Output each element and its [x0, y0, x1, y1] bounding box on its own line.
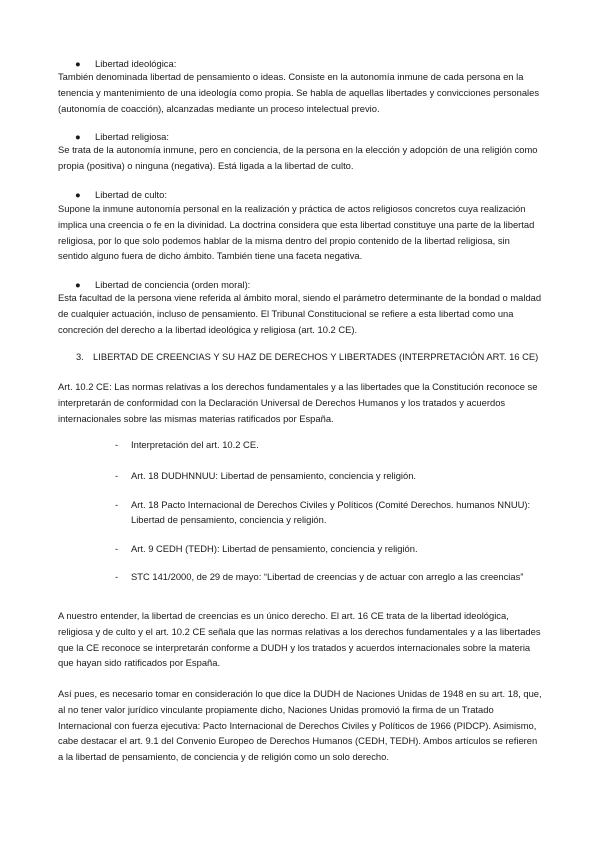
list-item-text: Art. 18 Pacto Internacional de Derechos Civiles y Políticos (Comité Derechos. humanos NNUU): Libertad de pensamiento, conciencia y religión. [131, 499, 531, 526]
bullet-heading-libertad-culto [75, 188, 167, 202]
section-title: LIBERTAD DE CREENCIAS Y SU HAZ DE DERECHOS Y LIBERTADES (INTERPRETACIÓN ART. 16 CE) [93, 351, 539, 362]
bullet-heading-text: Libertad ideológica: [95, 58, 177, 69]
paragraph-dudh: Así pues, es necesario tomar en consideración lo que dice la DUDH de Naciones Unidas de 1948 en su art. 18, que, al no tener valor jurídico vinculante propiamente dicho, Naciones Unidas promovió la firma de un Tratado Internacional con fuerza ejecutiva: Pacto Internacional de Derechos Civiles y Políticos de 1966 (PIDCP). Asimismo, cabe destacar el art. 9.1 del Convenio Europeo de Derechos Humanos (CEDH, TEDH). Ambos artículos se refieren a la libertad de pensamiento, de conciencia y de religión como un solo derecho. [58, 688, 542, 763]
list-item [115, 569, 535, 584]
paragraph-libertad-religiosa: Se trata de la autonomía inmune, pero en conciencia, de la persona en la elección y adopción de una religión como propia (positiva) o ninguna (negativa). Está ligada a la libertad de culto. [58, 144, 538, 171]
paragraph-libertad-conciencia: Esta facultad de la persona viene referida al ámbito moral, siendo el parámetro determinante de la bondad o maldad de cualquier actuación, incluso de pensamiento. El Tribunal Constitucional se refiere a esta libertad como una concreción del derecho a la libertad ideológica y religiosa (art. 10.2 CE). [58, 292, 542, 335]
bullet-heading-text: Libertad de conciencia (orden moral): [95, 279, 251, 290]
dash-icon: - [115, 470, 119, 481]
bullet-icon: ● [75, 279, 81, 290]
dash-icon: - [115, 543, 119, 554]
list-item [115, 497, 535, 528]
list-item-text: Interpretación del art. 10.2 CE. [131, 439, 259, 450]
bullet-heading-text: Libertad de culto: [95, 189, 167, 200]
list-item [115, 437, 535, 452]
dash-icon: - [115, 499, 119, 510]
list-item-text: Art. 9 CEDH (TEDH): Libertad de pensamiento, conciencia y religión. [131, 543, 418, 554]
list-item-text: Art. 18 DUDHNNUU: Libertad de pensamiento, conciencia y religión. [131, 470, 417, 481]
paragraph-libertad-ideologica: También denominada libertad de pensamiento o ideas. Consiste en la autonomía inmune de cada persona en la tenencia y mantenimiento de una ideología como propia. Se habla de aquellas libertades y convicciones personales (autonomía de coacción), alcanzadas mediante un proceso intelectual previo. [58, 71, 540, 114]
paragraph-libertad-creencias: A nuestro entender, la libertad de creencias es un único derecho. El art. 16 CE trata de la libertad ideológica, religiosa y de culto y el art. 10.2 CE señala que las normas relativas a los derechos fundamentales y a las libertades que la CE reconoce se interpretarán conforme a DUDH y los tratados y acuerdos internacionales sobre la materia que hayan sido ratificados por España. [58, 610, 541, 669]
bullet-heading-text: Libertad religiosa: [95, 131, 170, 142]
list-item [115, 468, 535, 483]
section-number: 3. [76, 351, 84, 362]
paragraph-art-10-2: Art. 10.2 CE: Las normas relativas a los derechos fundamentales y a las libertades que la Constitución reconoce se interpretarán de conformidad con la Declaración Universal de Derechos Humanos y los tratados y acuerdos internacionales sobre las mismas materias ratificados por España. [58, 381, 538, 424]
paragraph-libertad-culto: Supone la inmune autonomía personal en la realización y práctica de actos religiosos concretos cuya realización implica una creencia o fe en la divinidad. La doctrina considera que esta libertad constituye una parte de la libertad religiosa, por lo que solo podemos hablar de la misma dentro del propio contenido de la libertad religiosa, sin sentido alguno fuera de dicho ámbito. También tiene una faceta negativa. [58, 203, 535, 262]
dash-icon: - [115, 571, 119, 582]
bullet-icon: ● [75, 131, 81, 142]
list-item-text: STC 141/2000, de 29 de mayo: “Libertad de creencias y de actuar con arreglo a las creencias” [131, 571, 524, 582]
list-item [115, 541, 535, 556]
bullet-icon: ● [75, 58, 81, 69]
dash-icon: - [115, 439, 119, 450]
bullet-icon: ● [75, 189, 81, 200]
section-heading [76, 350, 538, 364]
